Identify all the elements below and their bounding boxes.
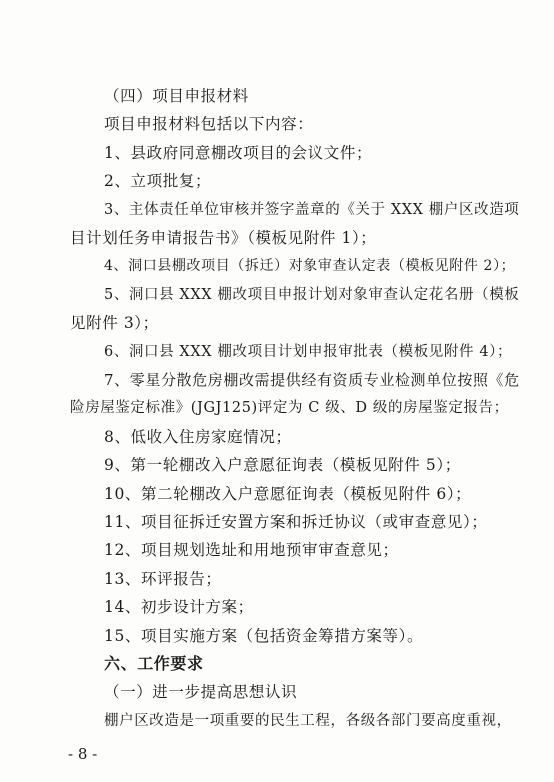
list-item-12: 12、项目规划选址和用地预审审查意见； — [104, 541, 399, 560]
list-item-5-line-1: 5、洞口县 XXX 棚改项目申报计划对象审查认定花名册（模板 — [104, 286, 520, 303]
list-item-14: 14、初步设计方案； — [104, 598, 254, 617]
subsection-heading-raise-awareness: （一）进一步提高思想认识 — [104, 683, 298, 702]
paragraph-body: 棚户区改造是一项重要的民生工程，各级各部门要高度重视， — [104, 712, 512, 729]
list-item-1: 1、县政府同意棚改项目的会议文件； — [104, 143, 373, 162]
section-heading-application-materials: （四）项目申报材料 — [104, 87, 249, 105]
list-item-7-line-1: 7、零星分散危房棚改需提供经有资质专业检测单位按照《危 — [104, 371, 520, 389]
list-item-5-line-2: 见附件 3）； — [70, 314, 159, 333]
paragraph-intro: 项目申报材料包括以下内容： — [104, 115, 314, 134]
list-item-3-line-1: 3、主体责任单位审核并签字盖章的《关于 XXX 棚户区改造项 — [104, 201, 520, 218]
list-item-11: 11、项目征拆迁安置方案和拆迁协议（或审查意见）； — [104, 513, 488, 531]
section-heading-work-requirements: 六、工作要求 — [104, 654, 204, 673]
list-item-10: 10、第二轮棚改入户意愿征询表（模板见附件 6）； — [104, 484, 472, 503]
list-item-8: 8、低收入住房家庭情况； — [104, 427, 292, 446]
page-number: - 8 - — [68, 745, 98, 764]
list-item-13: 13、环评报告； — [104, 569, 222, 588]
list-item-6: 6、洞口县 XXX 棚改项目计划申报审批表（模板见附件 4）； — [104, 343, 513, 360]
list-item-3-line-2: 目计划任务申请报告书》（模板见附件 1）； — [70, 229, 377, 247]
list-item-9: 9、第一轮棚改入户意愿征询表（模板见附件 5）； — [104, 456, 461, 475]
list-item-4: 4、洞口县棚改项目（拆迁）对象审查认定表（模板见附件 2）； — [104, 258, 516, 275]
list-item-15: 15、项目实施方案（包括资金筹措方案等）。 — [104, 626, 424, 645]
list-item-2: 2、立项批复； — [104, 172, 212, 191]
list-item-7-line-2: 险房屋鉴定标准》(JGJ125)评定为 C 级、D 级的房屋鉴定报告； — [70, 400, 509, 417]
